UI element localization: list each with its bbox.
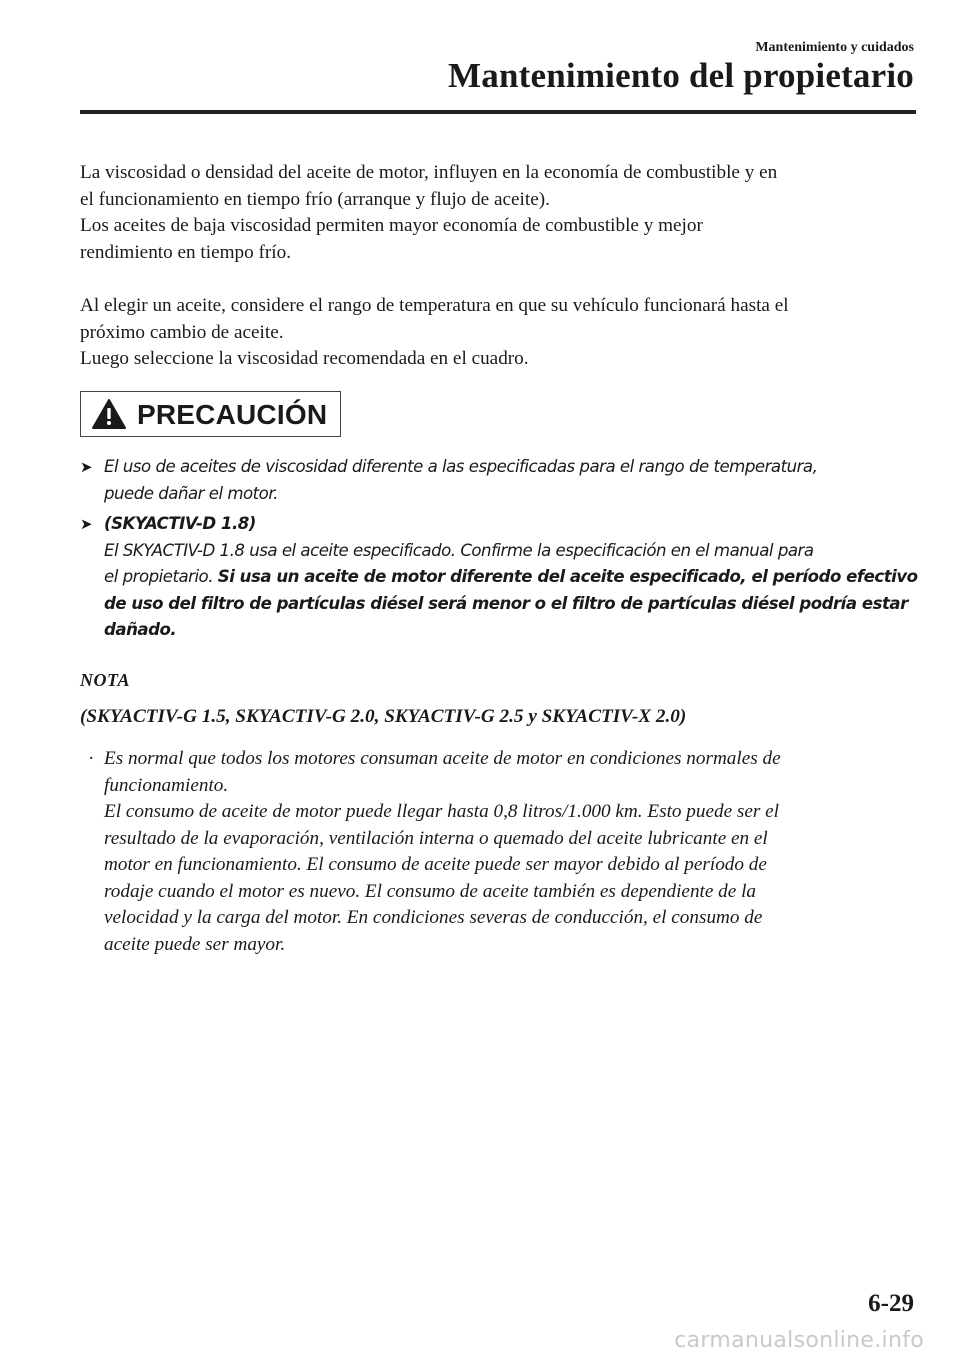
- watermark: carmanualsonline.info: [674, 1328, 924, 1353]
- page-number: 6-29: [868, 1290, 914, 1317]
- body-line: el funcionamiento en tiempo frío (arranque y flujo de aceite).: [80, 188, 550, 210]
- caution-emphasis: dañado.: [104, 620, 177, 639]
- caution-text: el propietario.: [104, 567, 218, 586]
- note-line: rodaje cuando el motor es nuevo. El consumo de aceite también es dependiente de la: [104, 880, 757, 902]
- caution-box: [80, 391, 341, 437]
- note-line: funcionamiento.: [104, 774, 229, 796]
- caution-emphasis: de uso del filtro de partículas diésel será menor o el filtro de partículas diésel podría estar: [104, 593, 908, 613]
- body-line: Los aceites de baja viscosidad permiten mayor economía de combustible y mejor: [80, 215, 703, 236]
- arrow-bullet-icon: ➤: [80, 515, 93, 533]
- warning-triangle-icon: [91, 398, 127, 430]
- arrow-bullet-icon: ➤: [80, 458, 93, 476]
- page-title: Mantenimiento del propietario: [448, 56, 914, 95]
- note-line: motor en funcionamiento. El consumo de aceite puede ser mayor debido al período de: [104, 854, 767, 875]
- caution-item-2: [80, 511, 920, 644]
- caution-item-1: [80, 454, 920, 507]
- header-section-label: Mantenimiento y cuidados: [755, 40, 914, 55]
- body-line: Al elegir un aceite, considere el rango de temperatura en que su vehículo funcionará hasta el: [80, 295, 789, 316]
- caution-item-heading: (SKYACTIV-D 1.8): [104, 514, 256, 533]
- header-rule: [80, 110, 916, 114]
- body-line: La viscosidad o densidad del aceite de motor, influyen en la economía de combustible y en: [80, 162, 778, 183]
- caution-line: El SKYACTIV-D 1.8 usa el aceite especificado. Confirme la especificación en el manual para: [104, 540, 814, 560]
- note-heading: (SKYACTIV-G 1.5, SKYACTIV-G 2.0, SKYACTIV-G 2.5 y SKYACTIV-X 2.0): [80, 706, 687, 727]
- note-label: NOTA: [80, 670, 131, 690]
- body-line: Luego seleccione la viscosidad recomendada en el cuadro.: [80, 348, 529, 369]
- caution-label: PRECAUCIÓN: [137, 399, 328, 430]
- note-line: Es normal que todos los motores consuman aceite de motor en condiciones normales de: [104, 748, 781, 769]
- body-paragraph-1: [80, 160, 920, 266]
- bullet-dot-icon: ·: [88, 748, 95, 769]
- note-line: velocidad y la carga del motor. En condiciones severas de conducción, el consumo de: [104, 907, 763, 928]
- caution-line: puede dañar el motor.: [104, 483, 278, 503]
- note-line: El consumo de aceite de motor puede llegar hasta 0,8 litros/1.000 km. Esto puede ser el: [104, 801, 780, 822]
- body-paragraph-2: [80, 293, 920, 373]
- note-line: aceite puede ser mayor.: [104, 933, 286, 955]
- body-line: rendimiento en tiempo frío.: [80, 241, 292, 263]
- caution-line: [104, 564, 920, 591]
- caution-line: El uso de aceites de viscosidad diferente a las especificadas para el rango de temperatura,: [104, 457, 818, 476]
- note-line: resultado de la evaporación, ventilación interna o quemado del aceite lubricante en el: [104, 827, 768, 849]
- note-item: [80, 746, 920, 958]
- caution-emphasis: Si usa un aceite de motor diferente del aceite especificado, el período efectivo: [217, 567, 918, 586]
- body-line: próximo cambio de aceite.: [80, 321, 284, 343]
